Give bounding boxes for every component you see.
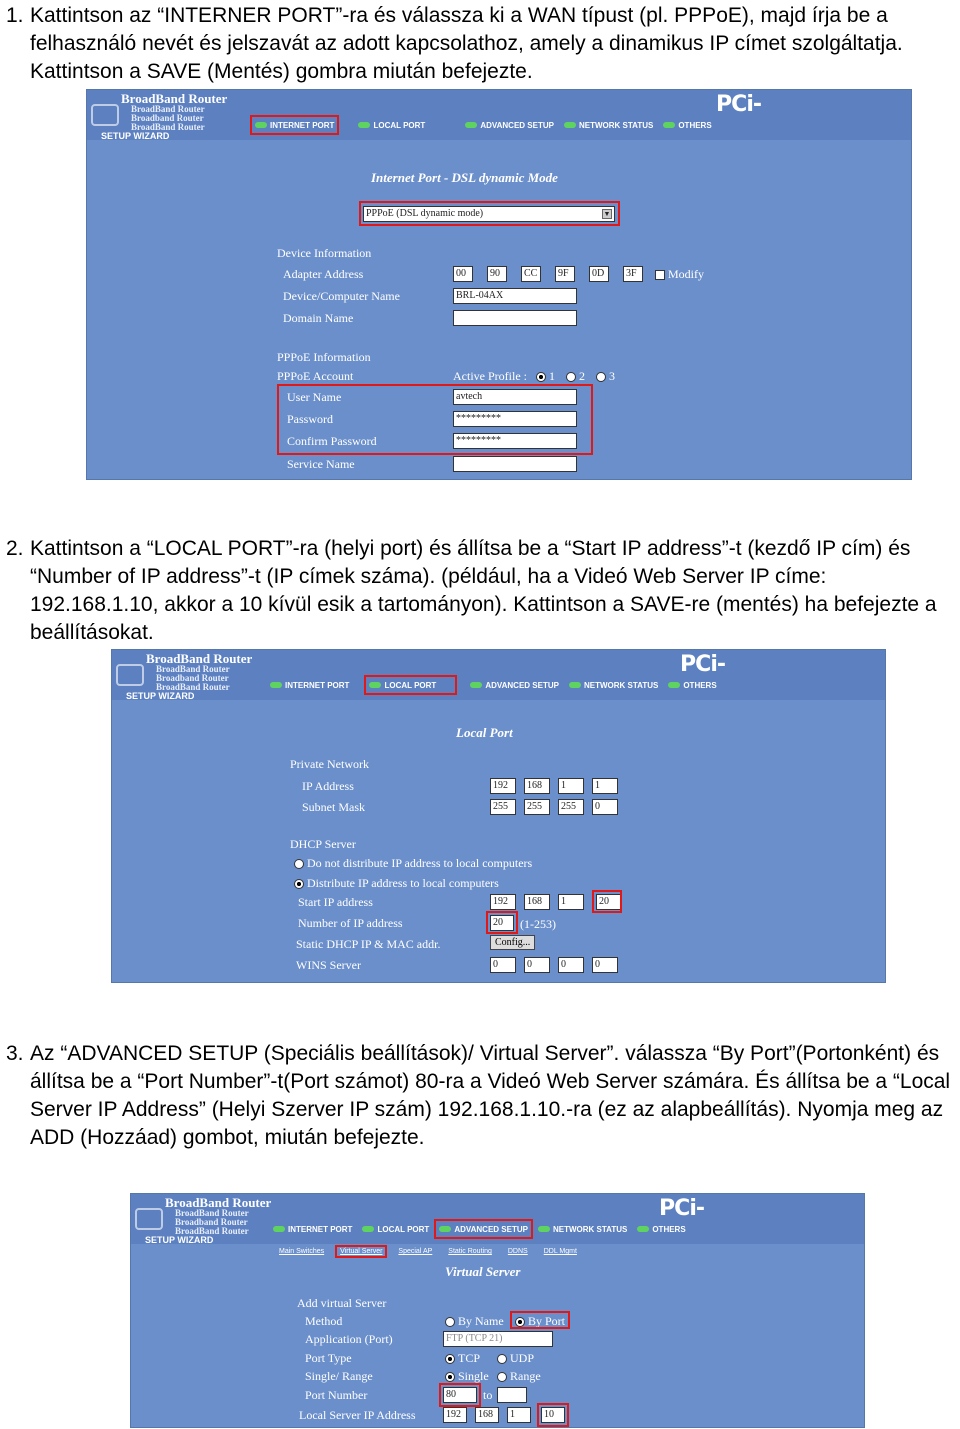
option-range[interactable]: Range [497,1369,541,1384]
highlight-box [510,1311,570,1329]
screenshot-internet-port [86,89,912,480]
active-profile: Active Profile : 1 2 3 [453,369,615,383]
local-ip-octet[interactable]: 10 [541,1407,565,1423]
step-2 [0,535,960,647]
screenshot-virtual-server [130,1193,865,1428]
highlight-box [439,1383,481,1407]
mac-field[interactable]: CC [521,266,541,282]
ip-octet[interactable]: 168 [524,778,550,794]
setup-wizard-link[interactable]: SETUP WIZARD [145,1235,214,1245]
user-name-input[interactable]: avtech [453,389,577,405]
application-label: Application (Port) [305,1332,393,1346]
ip-octet[interactable]: 1 [558,778,584,794]
setup-wizard-link[interactable]: SETUP WIZARD [126,691,195,701]
port-type-udp[interactable]: UDP [497,1351,534,1366]
service-name-label: Service Name [287,457,355,471]
domain-name-label: Domain Name [283,311,354,325]
radio-icon[interactable] [566,372,576,382]
start-ip-label: Start IP address [298,895,373,909]
subnet-mask-label: Subnet Mask [302,800,365,814]
tab-indicator-icon [637,1226,649,1232]
setup-wizard-link[interactable]: SETUP WIZARD [101,131,170,141]
subtab-ddns[interactable]: DDNS [507,1248,528,1255]
local-server-ip-label: Local Server IP Address [299,1408,416,1422]
runner-logo-icon [91,104,119,126]
domain-name-input[interactable] [453,310,577,326]
highlight-box [592,890,622,913]
advanced-subnav [277,1248,579,1255]
subtab-static-routing[interactable]: Static Routing [448,1248,492,1255]
router-header [87,90,911,140]
device-name-input[interactable]: BRL-04AX [453,288,577,304]
start-ip-octet[interactable]: 168 [524,894,550,910]
password-label: Password [287,412,334,426]
start-ip-octet[interactable]: 1 [558,894,584,910]
dhcp-option-off[interactable]: Do not distribute IP address to local computers [294,856,532,871]
radio-icon [445,1317,455,1327]
port-number-input[interactable]: 80 [443,1387,477,1403]
port-number-to-input[interactable] [497,1387,527,1403]
number-of-ip-label: Number of IP address [298,916,403,930]
router-brand: BroadBand Router BroadBand Router Broadband Router BroadBand Router [165,1195,272,1236]
router-brand: BroadBand Router BroadBand Router Broadband Router BroadBand Router [121,91,228,132]
mask-octet[interactable]: 0 [592,799,618,815]
page-title: Local Port [456,725,513,740]
radio-icon [445,1372,455,1382]
router-nav [253,118,714,132]
application-select[interactable]: FTP (TCP 21) [443,1331,553,1347]
method-label: Method [305,1314,343,1328]
tab-indicator-icon [564,122,576,128]
password-input[interactable]: ********* [453,411,577,427]
mac-field[interactable]: 9F [555,266,575,282]
confirm-password-input[interactable]: ********* [453,433,577,449]
wan-mode-select[interactable]: PPPoE (DSL dynamic mode) ▼ [363,206,615,222]
ip-address-label: IP Address [302,779,354,793]
step-number: 1. [6,4,24,27]
method-by-name[interactable]: By Name [445,1314,504,1329]
wins-octet[interactable]: 0 [490,957,516,973]
radio-icon[interactable] [536,372,546,382]
wins-octet[interactable]: 0 [524,957,550,973]
radio-icon [445,1354,455,1364]
mac-field[interactable]: 00 [453,266,473,282]
tab-indicator-icon [255,122,267,128]
runner-logo-icon [135,1208,163,1230]
dhcp-option-on[interactable]: Distribute IP address to local computers [294,876,499,891]
radio-icon [497,1372,507,1382]
router-nav [268,678,719,692]
radio-icon [294,879,304,889]
local-ip-octet[interactable]: 192 [443,1407,467,1423]
tab-others[interactable]: OTHERS [661,118,713,132]
mac-field[interactable]: 90 [487,266,507,282]
tab-internet-port[interactable]: INTERNET PORT [271,1222,354,1236]
tab-network-status[interactable]: NETWORK STATUS [567,678,660,692]
static-dhcp-label: Static DHCP IP & MAC addr. [296,937,441,951]
tab-indicator-icon [663,122,675,128]
tab-indicator-icon [362,1226,374,1232]
section-dhcp-server: DHCP Server [290,837,356,851]
checkbox-icon [655,270,665,280]
tab-indicator-icon [538,1226,550,1232]
wins-octet[interactable]: 0 [558,957,584,973]
confirm-password-label: Confirm Password [287,434,377,448]
step-text: Kattintson a “LOCAL PORT”-ra (helyi port) és állítsa be a “Start IP address”-t (kezdő IP cím) és “Number of IP address”-t (IP címek száma). (például, ha a Videó Web Server IP címe: 192.168.1.10, akkor a 10 kívül esik a tartományon). Kattintson a SAVE-re (mentés) ha befejezte a beállításokat. [30,537,937,644]
step-3 [0,1040,960,1152]
adapter-address-label: Adapter Address [283,267,364,281]
tab-internet-port[interactable]: INTERNET PORT [253,118,336,132]
router-nav [271,1222,688,1236]
tab-network-status[interactable]: NETWORK STATUS [536,1222,629,1236]
local-ip-octet[interactable]: 168 [475,1407,499,1423]
local-ip-octet[interactable]: 1 [507,1407,531,1423]
tab-network-status[interactable]: NETWORK STATUS [562,118,655,132]
pci-logo: PCi- [716,92,761,117]
step-number: 3. [6,1042,24,1065]
section-device-info: Device Information [277,246,372,260]
wins-octet[interactable]: 0 [592,957,618,973]
tab-indicator-icon [668,682,680,688]
radio-icon [497,1354,507,1364]
step-text: Kattintson az “INTERNER PORT”-ra és válassza ki a WAN típust (pl. PPPoE), majd írja be a felhasználó nevét és jelszavát az adott kapcsolathoz, amely a dinamikus IP címet szolgáltatja. Kattintson a SAVE (Mentés) gombra miután befejezte. [30,4,903,83]
mask-octet[interactable]: 255 [524,799,550,815]
pci-logo: PCi- [659,1196,704,1221]
highlight-box [486,911,518,934]
mac-field[interactable]: 3F [623,266,643,282]
tab-others[interactable]: OTHERS [666,678,718,692]
port-number-label: Port Number [305,1388,368,1402]
tab-internet-port[interactable]: INTERNET PORT [268,678,351,692]
tab-indicator-icon [569,682,581,688]
subtab-ddl-mgmt[interactable]: DDL Mgmt [543,1248,577,1255]
modify-checkbox[interactable]: Modify [655,267,704,282]
tab-local-port[interactable]: LOCAL PORT [360,1222,431,1236]
method-by-port[interactable]: By Port [515,1314,565,1329]
subtab-special-ap[interactable]: Special AP [398,1248,433,1255]
router-header [112,650,885,700]
step-number: 2. [6,537,24,560]
port-to-label: to [483,1388,493,1402]
tab-indicator-icon [369,682,381,688]
tab-advanced-setup[interactable]: ADVANCED SETUP [463,118,556,132]
single-range-label: Single/ Range [305,1369,373,1383]
page-title: Internet Port - DSL dynamic Mode [371,170,558,185]
tab-local-port[interactable]: LOCAL PORT [367,678,454,692]
subtab-virtual-server[interactable]: Virtual Server [340,1248,383,1255]
router-header [131,1194,864,1244]
number-of-ip-input[interactable]: 20 [490,915,514,931]
tab-indicator-icon [270,682,282,688]
radio-icon [294,859,304,869]
runner-logo-icon [116,664,144,686]
add-virtual-server-label: Add virtual Server [297,1296,387,1310]
ip-range-hint: (1-253) [520,917,556,931]
start-ip-octet[interactable]: 192 [490,894,516,910]
start-ip-octet[interactable]: 20 [596,894,622,910]
pci-logo: PCi- [680,652,725,677]
router-brand: BroadBand Router BroadBand Router Broadband Router BroadBand Router [146,651,253,692]
highlight-box [537,1403,569,1427]
section-private-network: Private Network [290,757,369,771]
tab-advanced-setup[interactable]: ADVANCED SETUP [437,1222,530,1236]
step-1 [0,2,960,86]
config-button[interactable]: Config... [490,935,535,950]
device-name-label: Device/Computer Name [283,289,400,303]
tab-indicator-icon [358,122,370,128]
ip-octet[interactable]: 192 [490,778,516,794]
highlight-box [359,201,620,226]
tab-local-port[interactable]: LOCAL PORT [356,118,427,132]
tab-indicator-icon [439,1226,451,1232]
option-single[interactable]: Single [445,1369,489,1384]
service-name-input[interactable] [453,456,577,472]
port-type-tcp[interactable]: TCP [445,1351,480,1366]
highlight-box [277,384,593,455]
mac-field[interactable]: 0D [589,266,609,282]
screenshot-local-port [111,649,886,983]
section-pppoe-info: PPPoE Information [277,350,371,364]
tab-indicator-icon [465,122,477,128]
port-type-label: Port Type [305,1351,352,1365]
radio-icon[interactable] [596,372,606,382]
mask-octet[interactable]: 255 [490,799,516,815]
user-name-label: User Name [287,390,342,404]
ip-octet[interactable]: 1 [592,778,618,794]
page-title: Virtual Server [445,1264,521,1279]
pppoe-account-label: PPPoE Account [277,369,354,383]
tab-indicator-icon [273,1226,285,1232]
tab-indicator-icon [470,682,482,688]
wins-server-label: WINS Server [296,958,361,972]
chevron-down-icon: ▼ [603,210,611,218]
subtab-main-switches[interactable]: Main Switches [279,1248,325,1255]
step-text: Az “ADVANCED SETUP (Speciális beállítások)/ Virtual Server”. válassza “By Port”(Portonként) és állítsa be a “Port Number”-t(Port számot) 80-ra a Videó Web Server számára. És állítsa be a “Local Server IP Address” (Helyi Szerver IP szám) 192.168.1.10.-ra (ez az alapbeállítás). Nyomja meg az ADD (Hozzáad) gombot, miután befejezte. [30,1042,951,1149]
mask-octet[interactable]: 255 [558,799,584,815]
tab-others[interactable]: OTHERS [635,1222,687,1236]
tab-advanced-setup[interactable]: ADVANCED SETUP [468,678,561,692]
